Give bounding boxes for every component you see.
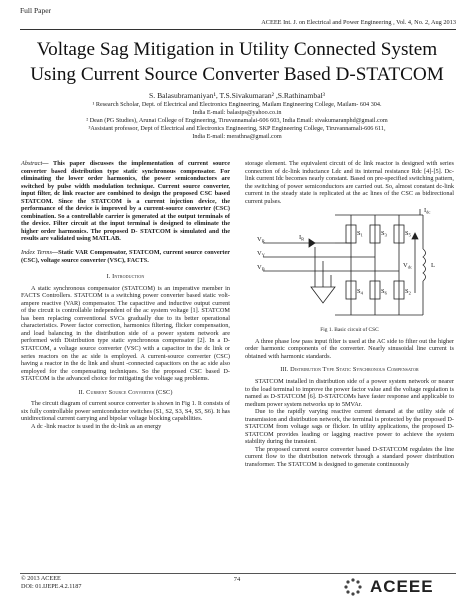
right-column [245,160,454,469]
label-load: L [430,262,435,270]
label-vr: $V_R$ [256,236,265,244]
paper-title [0,37,474,87]
header-rule [20,29,456,30]
left-column [21,160,230,431]
label-s4: $S_4$ [356,288,363,296]
figure-caption: Fig 1. Basic circuit of CSC [320,327,379,334]
dstatcom-paragraph-2: Due to the rapidly varying reactive current demand at the utility side of transmission and distribution network, the terminal is protected by the proposed D-STATCOM from voltage sags or flicker. In utility applications, the proposed D-STATCOM provides leading or lagging reactive power to achieve the system stability during the transient. [245,408,454,446]
csc-paragraph-1: The circuit diagram of current source converter is shown in Fig 1. It consists of six fully controllable power semiconductor switches (S1, S2, S3, S4, S5, S6). It has unidirectional current carrying and bipolar voltage blocking capabilities. [21,400,230,423]
footer-doi: DOI: 01.IJEPE.4.2.1187 [21,583,82,590]
footer-copyright: © 2013 ACEEE [21,575,61,582]
abstract-label: Abstract [21,160,43,167]
dstatcom-paragraph-1: STATCOM installed in distribution side of a power system network or nearer to the load terminal to improve the power factor value and the voltage regulation is named as D-STATCOM [6]. D-STATCOMs have faster response and applicable to medium power system networks up to 5MVAr. [245,378,454,408]
introduction-paragraph: A static synchronous compensator (STATCOM) is an imperative member in FACTS Controllers. STATCOM is a switching power converter based static volt-ampere reactive (VAR) compensator. The capacitive and inductive output current of the circuit is controllable independent of the ac system voltage [1]. STATCOM has been replacing conventional SVCs gradually due to its better operational characteristics. Power factor correction, harmonics filtering, flicker compensation, and load balancing in the distribution side of a power system network are performed with Distribution type static synchronous compensator [2]. In a D-STATCOM, a voltage source converter (VSC) with a capacitor in the dc link or series reactors on the ac side is employed. A current-source converter (CSC) having a reactor in the dc link and shunt -connected capacitors on the ac side also employed for the compensating techniques. So the proposed CSC based D-STATCOM is the advanced choice for mitigating the voltage sag problems. [21,284,230,383]
affiliation-1-email: India E-mail: balasips@yahoo.co.in [192,109,282,116]
right-paragraph-2: A three phase low pass input filter is used at the AC side to filter out the higher order harmonic components of the converter. Nearly sinusoidal line current is obtained with harmonic standards. [245,337,454,360]
affiliation-1: ¹ Research Scholar, Dept. of Electrical and Electronics Engineering, Mailam Engineering College, Mailam- 604 304. [92,101,382,108]
label-s3: $S_3$ [380,230,387,238]
abstract [21,160,230,243]
authors: S. Balasubramaniyan¹, T.S.Sivakumaran² ,S.Rathinambal³ [149,91,325,100]
csc-paragraph-2: A dc -link reactor is used in the dc-link as an energy [31,422,162,430]
section-introduction-heading: I. Introduction [106,273,145,281]
csc-circuit-diagram [255,207,445,325]
index-terms [21,249,230,264]
affiliation-2: ² Dean (PG Studies), Arunai College of Engineering, Tiruvannamalai-606 603, India Email: sivakumaranphd@gmail.com [86,117,388,124]
label-vdc: $V_{dc}$ [402,262,412,270]
section-dstatcom-heading: III. Distribution Type Static Synchronous Compensator [280,366,419,374]
page-number: 74 [233,576,241,583]
label-s1: $S_1$ [356,230,363,238]
dstatcom-paragraph-3: The proposed current source converter based D-STATCOM regulates the line current flow to the distribution network through a standard power distribution transformer. The STATCOM is designed to generate continuously [245,445,454,469]
aceee-logo [340,576,452,598]
header-full-paper: Full Paper [20,6,52,15]
affiliation-3-email: India E-mail: merathna@gmail.com [192,133,282,140]
footer-rule [20,573,456,574]
label-s6: $S_6$ [380,288,387,296]
title-line-1: Voltage Sag Mitigation in Utility Connected System [36,39,438,60]
label-vy: $V_Y$ [256,250,265,258]
header-journal: ACEEE Int. J. on Electrical and Power Engineering , Vol. 4, No. 2, Aug 2013 [261,19,456,26]
label-vb: $V_B$ [256,264,265,272]
section-csc-heading: II. Current Source Converter (CSC) [78,388,173,396]
index-terms-text: —Static VAR Compensator, STATCOM, current source converter (CSC), voltage source converter (VSC), FACTS. [21,249,230,264]
logo-text: ACEEE [370,577,434,596]
affiliation-3: ³Assistant professor, Dept of Electrical and Electronics Engineering, SKP Engineering College, Tiruvannamali-606 611, [88,125,386,132]
label-s2: $S_2$ [404,288,411,296]
title-line-2: Using Current Source Converter Based D-STATCOM [30,64,444,85]
index-terms-label: Index Terms [21,249,52,257]
abstract-text: — This paper discusses the implementation of current source converter based distribution type static synchronous compensator. For eliminating the lower order harmonics, the power semiconductors are switched by pulse width modulation technique. Current source converter, input filter, dc link reactor are combined to design the proposed CSC based STATCOM. Since the STATCOM is a current injection device, the performance of the device is improved by a current-source converter (CSC) combination. So a controllable carrier is generated at the output terminals of the device. Filter circuit at the input terminal is designed to eliminate the higher order harmonics. The proposed D- STATCOM is simulated and the results are validated using MATLAB. [21,160,230,243]
label-idc: $I_{dc}$ [423,207,430,215]
label-s5: $S_5$ [404,230,411,238]
label-ir: $I_R$ [298,234,304,242]
right-paragraph-1: storage element. The equivalent circuit of dc link reactor is designed with series connection of dc-link inductance Ldc and its internal resistance Rdc [4]-[5]. Dc-link current Idc becomes nearly constant. Based on pre-specified switching pattern, the switching of power semiconductors are carried out. So, almost constant dc-link current in the steady state is replicated at the ac lines of the CSC as bidirectional current pulses. [245,160,454,205]
